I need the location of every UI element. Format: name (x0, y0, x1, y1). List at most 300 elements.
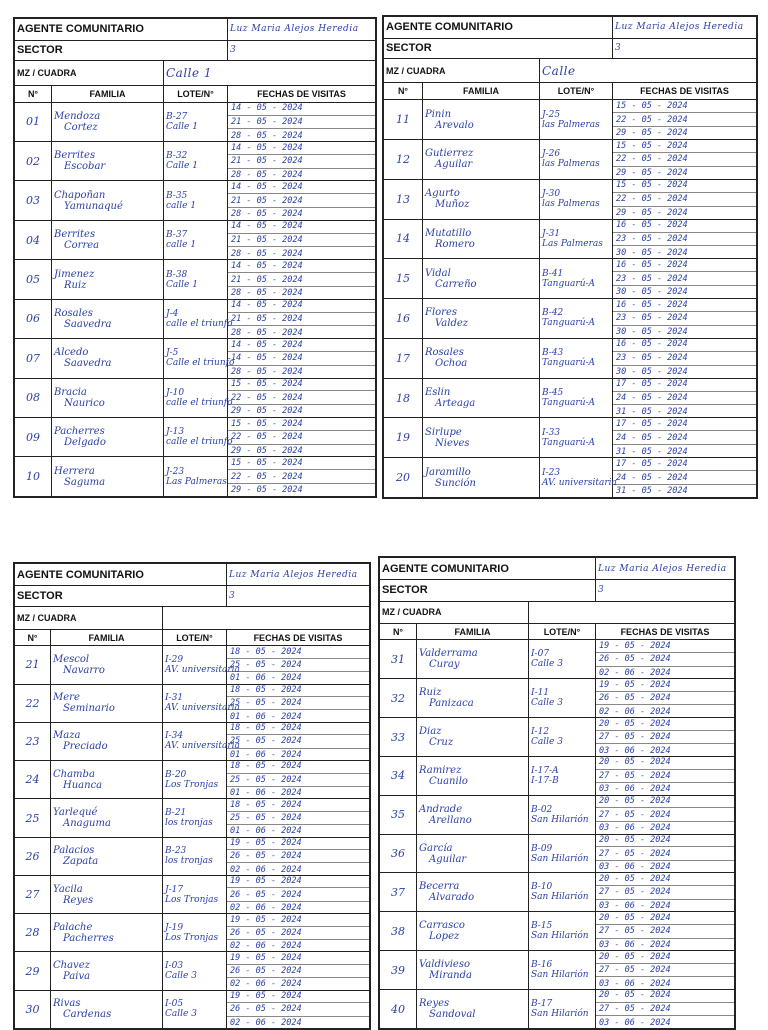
row-number: 14 (384, 219, 423, 259)
visit-date: 29 - 05 - 2024 (616, 207, 688, 218)
visit-date: 23 - 05 - 2024 (613, 312, 756, 326)
visit-dates (596, 679, 735, 718)
lote-line: I-34 (165, 731, 184, 742)
table-row (384, 299, 757, 339)
visit-dates (596, 718, 735, 757)
family-line: Chapoñan (54, 189, 106, 201)
table-row (15, 220, 376, 259)
family-line: Cuanilo (429, 775, 468, 787)
visit-date: 15 - 05 - 2024 (228, 417, 375, 431)
visit-date: 27 - 05 - 2024 (596, 1003, 734, 1017)
lote-number (164, 299, 233, 338)
visit-date: 27 - 05 - 2024 (596, 770, 734, 783)
row-number: 36 (380, 834, 417, 873)
visit-date: 20 - 05 - 2024 (596, 989, 734, 1003)
visit-date: 19 - 05 - 2024 (596, 678, 734, 691)
col-n: N° (380, 623, 417, 640)
lote-line: calle el triunfo (166, 437, 233, 448)
visit-dates (613, 378, 757, 418)
lote-number (529, 873, 596, 912)
family-line: Mescol (53, 653, 90, 665)
lote-line: Calle el triunfo (166, 358, 235, 369)
visit-sheet-4 (378, 556, 736, 1030)
row-number: 28 (15, 914, 51, 952)
row-number: 10 (15, 457, 52, 497)
table-row (15, 260, 376, 299)
visit-sheet-3 (13, 562, 371, 1030)
family-line: Chavez (53, 960, 90, 972)
mz-value (529, 601, 735, 623)
family-line: Escobar (64, 161, 106, 173)
visit-date: 16 - 05 - 2024 (613, 298, 756, 312)
visit-date: 19 - 05 - 2024 (227, 837, 369, 850)
family-name (52, 339, 164, 378)
lote-number (163, 952, 227, 990)
family-line: Saavedra (64, 358, 112, 370)
visit-dates (227, 646, 370, 684)
visit-date: 26 - 05 - 2024 (227, 1003, 369, 1016)
family-line: Jaramillo (425, 466, 471, 478)
visit-date: 17 - 05 - 2024 (613, 418, 756, 432)
visit-date: 02 - 06 - 2024 (599, 667, 671, 678)
lote-number (164, 181, 228, 220)
visit-dates (227, 914, 370, 952)
lote-number (540, 418, 613, 458)
family-name (417, 990, 529, 1029)
family-line: Diaz (419, 726, 442, 738)
lote-number (529, 795, 596, 834)
table-row (15, 299, 376, 338)
visit-date: 26 - 05 - 2024 (227, 888, 369, 901)
family-name (417, 640, 529, 679)
family-line: Seminario (63, 703, 115, 715)
family-line: Rosales (54, 307, 93, 319)
mz-value: Calle (540, 59, 757, 83)
row-number: 12 (384, 139, 423, 179)
family-line: Carrasco (419, 920, 465, 932)
lote-number (540, 299, 613, 339)
row-number: 24 (15, 761, 51, 799)
family-name (417, 873, 529, 912)
table-row (15, 418, 376, 457)
family-name (52, 102, 164, 141)
lote-number (163, 799, 227, 837)
row-number: 34 (380, 756, 417, 795)
visit-date: 30 - 05 - 2024 (616, 247, 688, 258)
family-line: Pacherres (63, 932, 114, 944)
visit-dates (613, 299, 757, 339)
family-line: Huanca (63, 779, 103, 791)
visit-dates (613, 219, 757, 259)
family-name (417, 834, 529, 873)
visit-date: 03 - 06 - 2024 (599, 939, 671, 950)
table-row (15, 990, 370, 1028)
family-line: Berrites (54, 150, 96, 162)
lote-line: I-11 (531, 688, 550, 699)
family-line: Navarro (63, 664, 105, 676)
lote-line: J-30 (542, 189, 561, 200)
family-line: Muñoz (435, 199, 470, 211)
lote-line: J-26 (542, 149, 561, 160)
visit-dates (228, 418, 376, 457)
col-familia: FAMILIA (52, 85, 164, 102)
visit-date: 27 - 05 - 2024 (596, 808, 734, 821)
lote-line: J-4 (166, 308, 179, 319)
family-line: Ruiz (419, 687, 442, 699)
lote-line: Tanguarú-A (542, 318, 596, 329)
mz-label: MZ / CUADRA (15, 606, 163, 629)
row-number: 06 (15, 299, 52, 338)
visit-dates (613, 259, 757, 299)
lote-line: I-23 (542, 467, 561, 478)
sector-value: 3 (227, 586, 370, 607)
lote-line: Las Palmeras (542, 238, 603, 249)
sector-value: 3 (613, 38, 757, 58)
lote-number (163, 837, 227, 875)
family-name (423, 179, 540, 219)
visit-date: 15 - 05 - 2024 (613, 179, 756, 193)
family-line: Correa (64, 240, 100, 252)
family-name (417, 912, 529, 951)
family-name (51, 684, 163, 722)
lote-number (540, 219, 613, 259)
family-line: Valderrama (419, 648, 478, 660)
lote-line: Calle 3 (165, 971, 197, 982)
table-row (15, 102, 376, 141)
visit-dates (228, 339, 376, 378)
sheet-table (379, 557, 735, 1029)
lote-number (163, 875, 227, 913)
family-line: Yarlequé (53, 807, 98, 819)
family-line: Jimenez (54, 268, 95, 280)
family-name (51, 837, 163, 875)
col-fechas: FECHAS DE VISITAS (596, 623, 735, 640)
lote-number (163, 646, 240, 684)
table-row (384, 139, 757, 179)
mz-label: MZ / CUADRA (15, 60, 164, 85)
visit-date: 02 - 06 - 2024 (230, 902, 302, 913)
lote-line: las Palmeras (542, 159, 600, 170)
lote-line: B-32 (166, 151, 188, 162)
lote-number (164, 102, 228, 141)
lote-number (163, 722, 240, 760)
family-line: Mutatillo (425, 227, 472, 239)
row-number: 25 (15, 799, 51, 837)
lote-line: Calle 3 (165, 1009, 197, 1020)
visit-date: 28 - 05 - 2024 (231, 327, 303, 338)
visit-dates (228, 378, 376, 417)
table-row (15, 952, 370, 990)
family-line: Eslin (425, 387, 451, 399)
visit-date: 20 - 05 - 2024 (596, 756, 734, 769)
table-row (384, 418, 757, 458)
family-line: Valdivieso (419, 959, 470, 971)
family-name (52, 418, 164, 457)
lote-line: I-12 (531, 727, 550, 738)
visit-date: 02 - 06 - 2024 (230, 864, 302, 875)
row-number: 30 (15, 990, 51, 1028)
lote-line: B-35 (166, 190, 188, 201)
family-name (417, 679, 529, 718)
family-name (51, 875, 163, 913)
visit-dates (227, 761, 370, 799)
family-line: Romero (435, 238, 475, 250)
table-row (15, 457, 376, 497)
family-line: Bracia (54, 386, 87, 398)
row-number: 32 (380, 679, 417, 718)
family-line: Mere (53, 692, 80, 704)
table-row (384, 259, 757, 299)
visit-date: 16 - 05 - 2024 (613, 259, 756, 273)
family-line: Andrade (419, 803, 463, 815)
lote-line: Tanguarú-A (542, 437, 596, 448)
family-name (423, 418, 540, 458)
family-name (52, 378, 164, 417)
family-line: Aguilar (429, 853, 467, 865)
visit-date: 01 - 06 - 2024 (230, 711, 302, 722)
visit-date: 22 - 05 - 2024 (228, 391, 375, 405)
lote-line: I-17-B (531, 775, 559, 786)
table-row (15, 914, 370, 952)
row-number: 17 (384, 338, 423, 378)
family-line: Maza (53, 730, 81, 742)
agente-label: AGENTE COMUNITARIO (384, 17, 613, 39)
family-name (52, 299, 164, 338)
table-row (15, 837, 370, 875)
visit-date: 19 - 05 - 2024 (227, 913, 369, 926)
table-row (384, 179, 757, 219)
visit-date: 02 - 06 - 2024 (230, 979, 302, 990)
row-number: 26 (15, 837, 51, 875)
visit-date: 26 - 05 - 2024 (227, 965, 369, 978)
col-lote: LOTE/N° (529, 623, 596, 640)
visit-date: 29 - 05 - 2024 (231, 445, 303, 456)
table-row (380, 640, 735, 679)
lote-line: J-23 (166, 466, 185, 477)
sector-value: 3 (228, 40, 376, 60)
lote-line: San Hilarión (531, 931, 589, 942)
family-line: Saguma (64, 476, 106, 488)
family-line: Sirlupe (425, 426, 462, 438)
lote-number (529, 990, 596, 1029)
visit-date: 25 - 05 - 2024 (227, 697, 369, 710)
visit-date: 17 - 05 - 2024 (613, 378, 756, 392)
row-number: 33 (380, 718, 417, 757)
mz-value: Calle 1 (164, 60, 376, 85)
visit-dates (228, 142, 376, 181)
lote-line: Calle 1 (166, 121, 198, 132)
family-name (52, 220, 164, 259)
visit-date: 14 - 05 - 2024 (228, 260, 375, 274)
sector-label: SECTOR (384, 38, 613, 58)
visit-dates (228, 181, 376, 220)
row-number: 16 (384, 299, 423, 339)
lote-line: Tanguarú-A (542, 398, 596, 409)
family-line: Reyes (419, 998, 450, 1009)
col-familia: FAMILIA (423, 83, 540, 100)
row-number: 18 (384, 378, 423, 418)
visit-date: 19 - 05 - 2024 (227, 875, 369, 888)
table-row (380, 873, 735, 912)
mz-label: MZ / CUADRA (384, 59, 540, 83)
col-fechas: FECHAS DE VISITAS (613, 83, 757, 100)
row-number: 11 (384, 100, 423, 140)
visit-dates (613, 179, 757, 219)
visit-date: 26 - 05 - 2024 (596, 692, 734, 705)
table-row (380, 679, 735, 718)
visit-date: 03 - 06 - 2024 (599, 862, 671, 873)
col-lote: LOTE/N° (540, 83, 613, 100)
family-line: Cardenas (63, 1009, 112, 1021)
lote-number (164, 339, 235, 378)
visit-date: 25 - 05 - 2024 (227, 812, 369, 825)
table-row (15, 646, 370, 684)
family-name (52, 142, 164, 181)
visit-date: 23 - 05 - 2024 (613, 233, 756, 247)
table-row (380, 951, 735, 990)
visit-dates (596, 756, 735, 795)
lote-line: San Hilarión (531, 853, 589, 864)
row-number: 01 (15, 102, 52, 141)
visit-date: 22 - 05 - 2024 (228, 431, 375, 445)
visit-date: 21 - 05 - 2024 (228, 313, 375, 327)
lote-line: I-17-A (531, 765, 559, 776)
visit-date: 02 - 06 - 2024 (599, 706, 671, 717)
lote-line: B-41 (542, 268, 564, 279)
lote-line: San Hilarión (531, 892, 589, 903)
visit-date: 18 - 05 - 2024 (227, 760, 369, 773)
visit-date: 29 - 05 - 2024 (231, 485, 303, 496)
lote-line: I-31 (165, 693, 184, 704)
lote-line: J-5 (166, 348, 179, 359)
visit-date: 21 - 05 - 2024 (228, 155, 375, 169)
visit-dates (227, 722, 370, 760)
visit-dates (596, 795, 735, 834)
visit-date: 15 - 05 - 2024 (228, 457, 375, 471)
visit-date: 15 - 05 - 2024 (228, 378, 375, 392)
family-name (423, 378, 540, 418)
visit-date: 18 - 05 - 2024 (227, 684, 369, 697)
col-lote: LOTE/N° (164, 85, 228, 102)
lote-line: J-10 (166, 387, 185, 398)
visit-dates (227, 952, 370, 990)
table-row (380, 795, 735, 834)
lote-number (529, 756, 596, 795)
row-number: 07 (15, 339, 52, 378)
agente-value: Luz Maria Alejos Heredia (228, 19, 376, 41)
visit-date: 22 - 05 - 2024 (228, 470, 375, 484)
family-line: Naurico (64, 397, 105, 409)
lote-line: B-21 (165, 808, 187, 819)
visit-date: 30 - 05 - 2024 (616, 287, 688, 298)
family-line: Ruiz (64, 279, 87, 291)
family-line: Cortez (64, 121, 98, 133)
visit-date: 18 - 05 - 2024 (227, 646, 369, 659)
family-name (52, 457, 164, 497)
row-number: 02 (15, 142, 52, 181)
visit-dates (613, 418, 757, 458)
lote-line: calle el triunfo (166, 318, 233, 329)
lote-number (164, 418, 233, 457)
lote-line: Los Tronjas (165, 932, 219, 943)
lote-line: I-05 (165, 999, 184, 1010)
family-name (51, 952, 163, 990)
family-line: Herrera (54, 465, 95, 477)
family-name (423, 458, 540, 498)
family-line: Berrites (54, 229, 96, 241)
agente-value: Luz Maria Alejos Heredia (613, 17, 757, 39)
visit-dates (228, 260, 376, 299)
table-row (384, 378, 757, 418)
visit-date: 17 - 05 - 2024 (613, 457, 756, 471)
family-line: Sandoval (429, 1009, 476, 1020)
family-name (417, 951, 529, 990)
lote-line: Los Tronjas (165, 894, 219, 905)
row-number: 39 (380, 951, 417, 990)
table-row (384, 100, 757, 140)
lote-line: Tanguarú-A (542, 278, 596, 289)
family-name (51, 990, 163, 1028)
family-line: Flores (425, 307, 457, 319)
lote-line: Calle 3 (531, 737, 563, 748)
visit-date: 14 - 05 - 2024 (228, 299, 375, 313)
family-line: Mendoza (54, 110, 101, 122)
family-name (51, 761, 163, 799)
family-line: Pinin (425, 108, 452, 120)
sector-value: 3 (596, 580, 735, 601)
agente-label: AGENTE COMUNITARIO (15, 19, 228, 41)
table-row (380, 834, 735, 873)
table-row (384, 219, 757, 259)
lote-line: AV. universitaria (165, 741, 240, 752)
family-line: Saavedra (64, 318, 112, 330)
col-n: N° (15, 630, 51, 646)
lote-number (540, 100, 613, 140)
table-row (15, 799, 370, 837)
table-row (15, 181, 376, 220)
family-line: Zapata (63, 856, 99, 868)
visit-date: 30 - 05 - 2024 (616, 367, 688, 378)
family-name (423, 338, 540, 378)
lote-number (540, 338, 613, 378)
col-lote: LOTE/N° (163, 630, 227, 646)
lote-line: B-09 (531, 843, 553, 854)
visit-date: 23 - 05 - 2024 (613, 352, 756, 366)
visit-sheet-2 (382, 15, 758, 499)
row-number: 08 (15, 378, 52, 417)
lote-line: J-19 (165, 922, 184, 933)
visit-date: 01 - 06 - 2024 (230, 788, 302, 799)
lote-line: B-27 (166, 111, 188, 122)
visit-date: 14 - 05 - 2024 (228, 102, 375, 116)
sheet-table (383, 16, 757, 498)
lote-number (529, 640, 596, 679)
row-number: 40 (380, 990, 417, 1029)
family-line: Yacila (53, 883, 83, 895)
table-row (15, 875, 370, 913)
visit-date: 01 - 06 - 2024 (230, 749, 302, 760)
visit-date: 27 - 05 - 2024 (596, 731, 734, 744)
family-line: Delgado (64, 437, 106, 449)
visit-date: 03 - 06 - 2024 (599, 745, 671, 756)
visit-date: 02 - 06 - 2024 (230, 941, 302, 952)
lote-line: B-45 (542, 388, 564, 399)
lote-line: I-03 (165, 961, 184, 972)
lote-number (163, 684, 240, 722)
family-name (51, 722, 163, 760)
col-n: N° (15, 85, 52, 102)
table-row (15, 684, 370, 722)
